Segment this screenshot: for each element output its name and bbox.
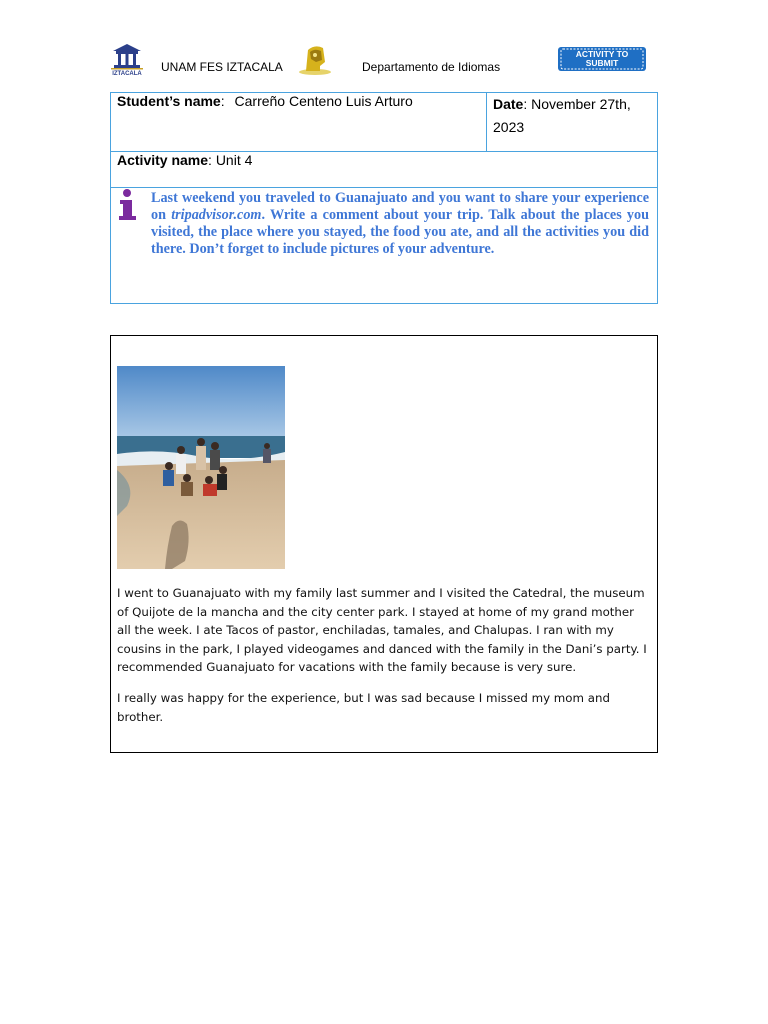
activity-name-label: Activity name	[117, 152, 209, 168]
answer-content-box	[110, 335, 658, 753]
activity-name-cell	[111, 152, 657, 188]
logo-caption: IZTACALA	[112, 71, 142, 76]
instructions-text	[151, 190, 649, 258]
trip-paragraph-2: I really was happy for the experience, but I was sad because I missed my mom and brother.	[117, 691, 610, 724]
instructions-part-1: Last weekend you traveled to Guanajuato and you want to share your experience on	[151, 190, 649, 223]
document-header	[108, 40, 648, 80]
badge-line-1: ACTIVITY TO	[575, 49, 629, 59]
info-icon	[117, 188, 141, 222]
student-name-value: Carreño Centeno Luis Arturo	[234, 93, 413, 109]
student-name-separator: :	[220, 93, 225, 109]
activity-to-submit-badge	[558, 45, 646, 73]
activity-name-value: : Unit 4	[208, 152, 253, 168]
badge-line-2: SUBMIT	[585, 58, 619, 68]
iztacala-logo-icon	[108, 42, 146, 76]
badge-label	[558, 50, 646, 68]
activity-info-table	[110, 92, 658, 304]
student-name-cell	[111, 93, 487, 152]
department-name: Departamento de Idiomas	[362, 60, 501, 74]
instructions-part-2: . Write a comment about your trip. Talk about the places you visited, the place where you stayed, the food you ate, and all the activities you did there. Don’t forget to include pictures of your adventure.	[151, 207, 650, 257]
beach-family-photo	[117, 366, 285, 569]
date-cell	[487, 93, 657, 152]
trip-paragraph-1: I went to Guanajuato with my family last summer and I visited the Catedral, the museum of Quijote de la mancha and the city center park. I stayed at home of my grand mother all the week. I ate Tacos of pastor, enchiladas, tamales, and Chalupas. I ran with my cousins in the park, I played videogames and danced with the family in the Dani’s party. I recommended Guanajuato for vacations with the family because is very sure.	[117, 586, 647, 675]
language-dept-logo-icon	[296, 42, 334, 76]
date-label: Date	[493, 96, 524, 112]
student-name-label: Student’s name	[117, 93, 221, 109]
instructions-cell	[111, 188, 657, 303]
institution-name: UNAM FES IZTACALA	[161, 60, 283, 74]
tripadvisor-site: tripadvisor.com	[171, 207, 262, 223]
date-value: : November 27th, 2023	[493, 96, 631, 135]
